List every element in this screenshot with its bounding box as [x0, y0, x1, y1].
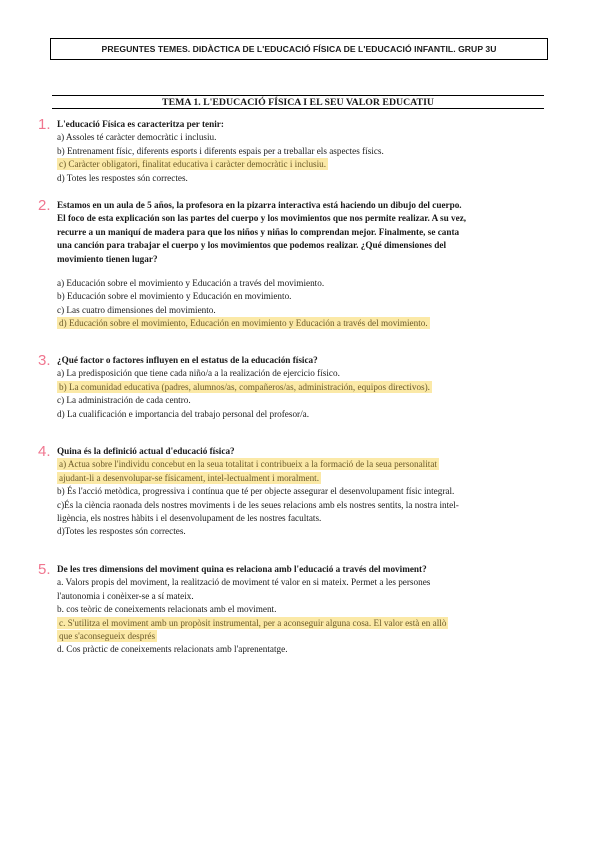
answer-option: ligència, els nostres hàbits i el desenvolupament de les nostres facultats. — [57, 513, 322, 524]
answer-option-highlighted: d) Educación sobre el movimiento, Educación en movimiento y Educación a través del movimiento. — [59, 318, 428, 329]
question-3 — [57, 354, 547, 421]
question-text: Estamos en un aula de 5 años, la profesora en la pizarra interactiva está haciendo un dibujo del cuerpo. — [57, 200, 462, 210]
answer-option: c) La administración de cada centro. — [57, 395, 191, 406]
question-number: 1. — [38, 116, 51, 133]
answer-option: b. cos teòric de coneixements relacionats amb el moviment. — [57, 604, 277, 615]
question-text: El foco de esta explicación son las partes del cuerpo y los movimientos que nos permite realizar. A su vez, — [57, 213, 467, 224]
answer-option: c) Las cuatro dimensiones del movimiento. — [57, 304, 216, 315]
document-header: PREGUNTES TEMES. DIDÀCTICA DE L'EDUCACIÓ FÍSICA DE L'EDUCACIÓ INFANTIL. GRUP 3U — [50, 38, 548, 60]
question-2 — [57, 199, 547, 266]
answer-option: l'autonomia i conèixer-se a sí mateix. — [57, 590, 194, 601]
answer-option: b) Entrenament físic, diferents esports i diferents espais per a treballar els aspectes físics. — [57, 145, 384, 156]
question-number: 5. — [38, 561, 51, 578]
answer-option-highlighted: ajudant-li a desenvolupar-se físicament, intel-lectualment i moralment. — [59, 472, 320, 483]
question-text: De les tres dimensions del moviment quina es relaciona amb l'educació a través del moviment? — [57, 564, 427, 574]
question-number: 4. — [38, 443, 51, 460]
answer-option: d) Totes les respostes són correctes. — [57, 172, 188, 183]
answer-option-highlighted: a) Actua sobre l'individu concebut en la seua totalitat i contribueix a la formació de la seua personalitat — [59, 459, 437, 470]
answer-option-highlighted: que s'aconsegueix després — [59, 631, 156, 642]
answer-option: d) La cualificación e importancia del trabajo personal del profesor/a. — [57, 408, 310, 419]
question-text: movimiento tienen lugar? — [57, 253, 158, 264]
answer-option-highlighted: b) La comunidad educativa (padres, alumnos/as, compañeros/as, administración, equipos directivos). — [59, 381, 430, 392]
answer-option: a) La predisposición que tiene cada niño/a a la realización de ejercicio físico. — [57, 368, 340, 379]
answer-option: a) Assoles té caràcter democràtic i inclusiu. — [57, 132, 217, 143]
question-text: ¿Qué factor o factores influyen en el estatus de la educación física? — [57, 355, 318, 365]
question-text: L'educació Física es caracteritza per tenir: — [57, 119, 224, 129]
tema-title: TEMA 1. L'EDUCACIÓ FÍSICA I EL SEU VALOR EDUCATIU — [162, 96, 434, 108]
question-number: 2. — [38, 197, 51, 214]
question-text: una canción para trabajar el cuerpo y los movimientos que podemos realizar. ¿Qué dimensiones del — [57, 240, 447, 251]
question-text: Quina és la definició actual d'educació física? — [57, 446, 235, 456]
answer-option-highlighted: c) Caràcter obligatori, finalitat educativa i caràcter democràtic i inclusiu. — [59, 159, 327, 170]
question-2-answers — [57, 277, 547, 331]
answer-option: d. Cos pràctic de coneixements relacionats amb l'aprenentatge. — [57, 644, 288, 655]
answer-option-highlighted: c. S'utilitza el moviment amb un propòsit instrumental, per a aconseguir alguna cosa. El valor està en allò — [59, 617, 447, 628]
answer-option: c)És la ciència raonada dels nostres moviments i de les seues relacions amb els nostres sentits, la nostra intel- — [57, 499, 459, 510]
answer-option: a) Educación sobre el movimiento y Educación a través del movimiento. — [57, 278, 325, 288]
tema-rule-bottom — [52, 108, 544, 109]
answer-option: b) Educación sobre el movimiento y Educación en movimiento. — [57, 291, 292, 302]
question-4 — [57, 445, 547, 539]
question-5 — [57, 563, 547, 657]
question-text: recurre a un maniquí de madera para que los niños y niñas lo comprendan mejor. Finalmente, se canta — [57, 226, 460, 237]
answer-option: a. Valors propis del moviment, la realització de moviment té valor en si mateix. Permet a les persones — [57, 577, 431, 588]
question-number: 3. — [38, 352, 51, 369]
answer-option: b) És l'acció metòdica, progressiva i contínua que té per objecte assegurar el desenvolupament físic integral. — [57, 486, 455, 497]
answer-option: d)Totes les respostes són correctes. — [57, 526, 186, 537]
question-1 — [57, 118, 547, 185]
